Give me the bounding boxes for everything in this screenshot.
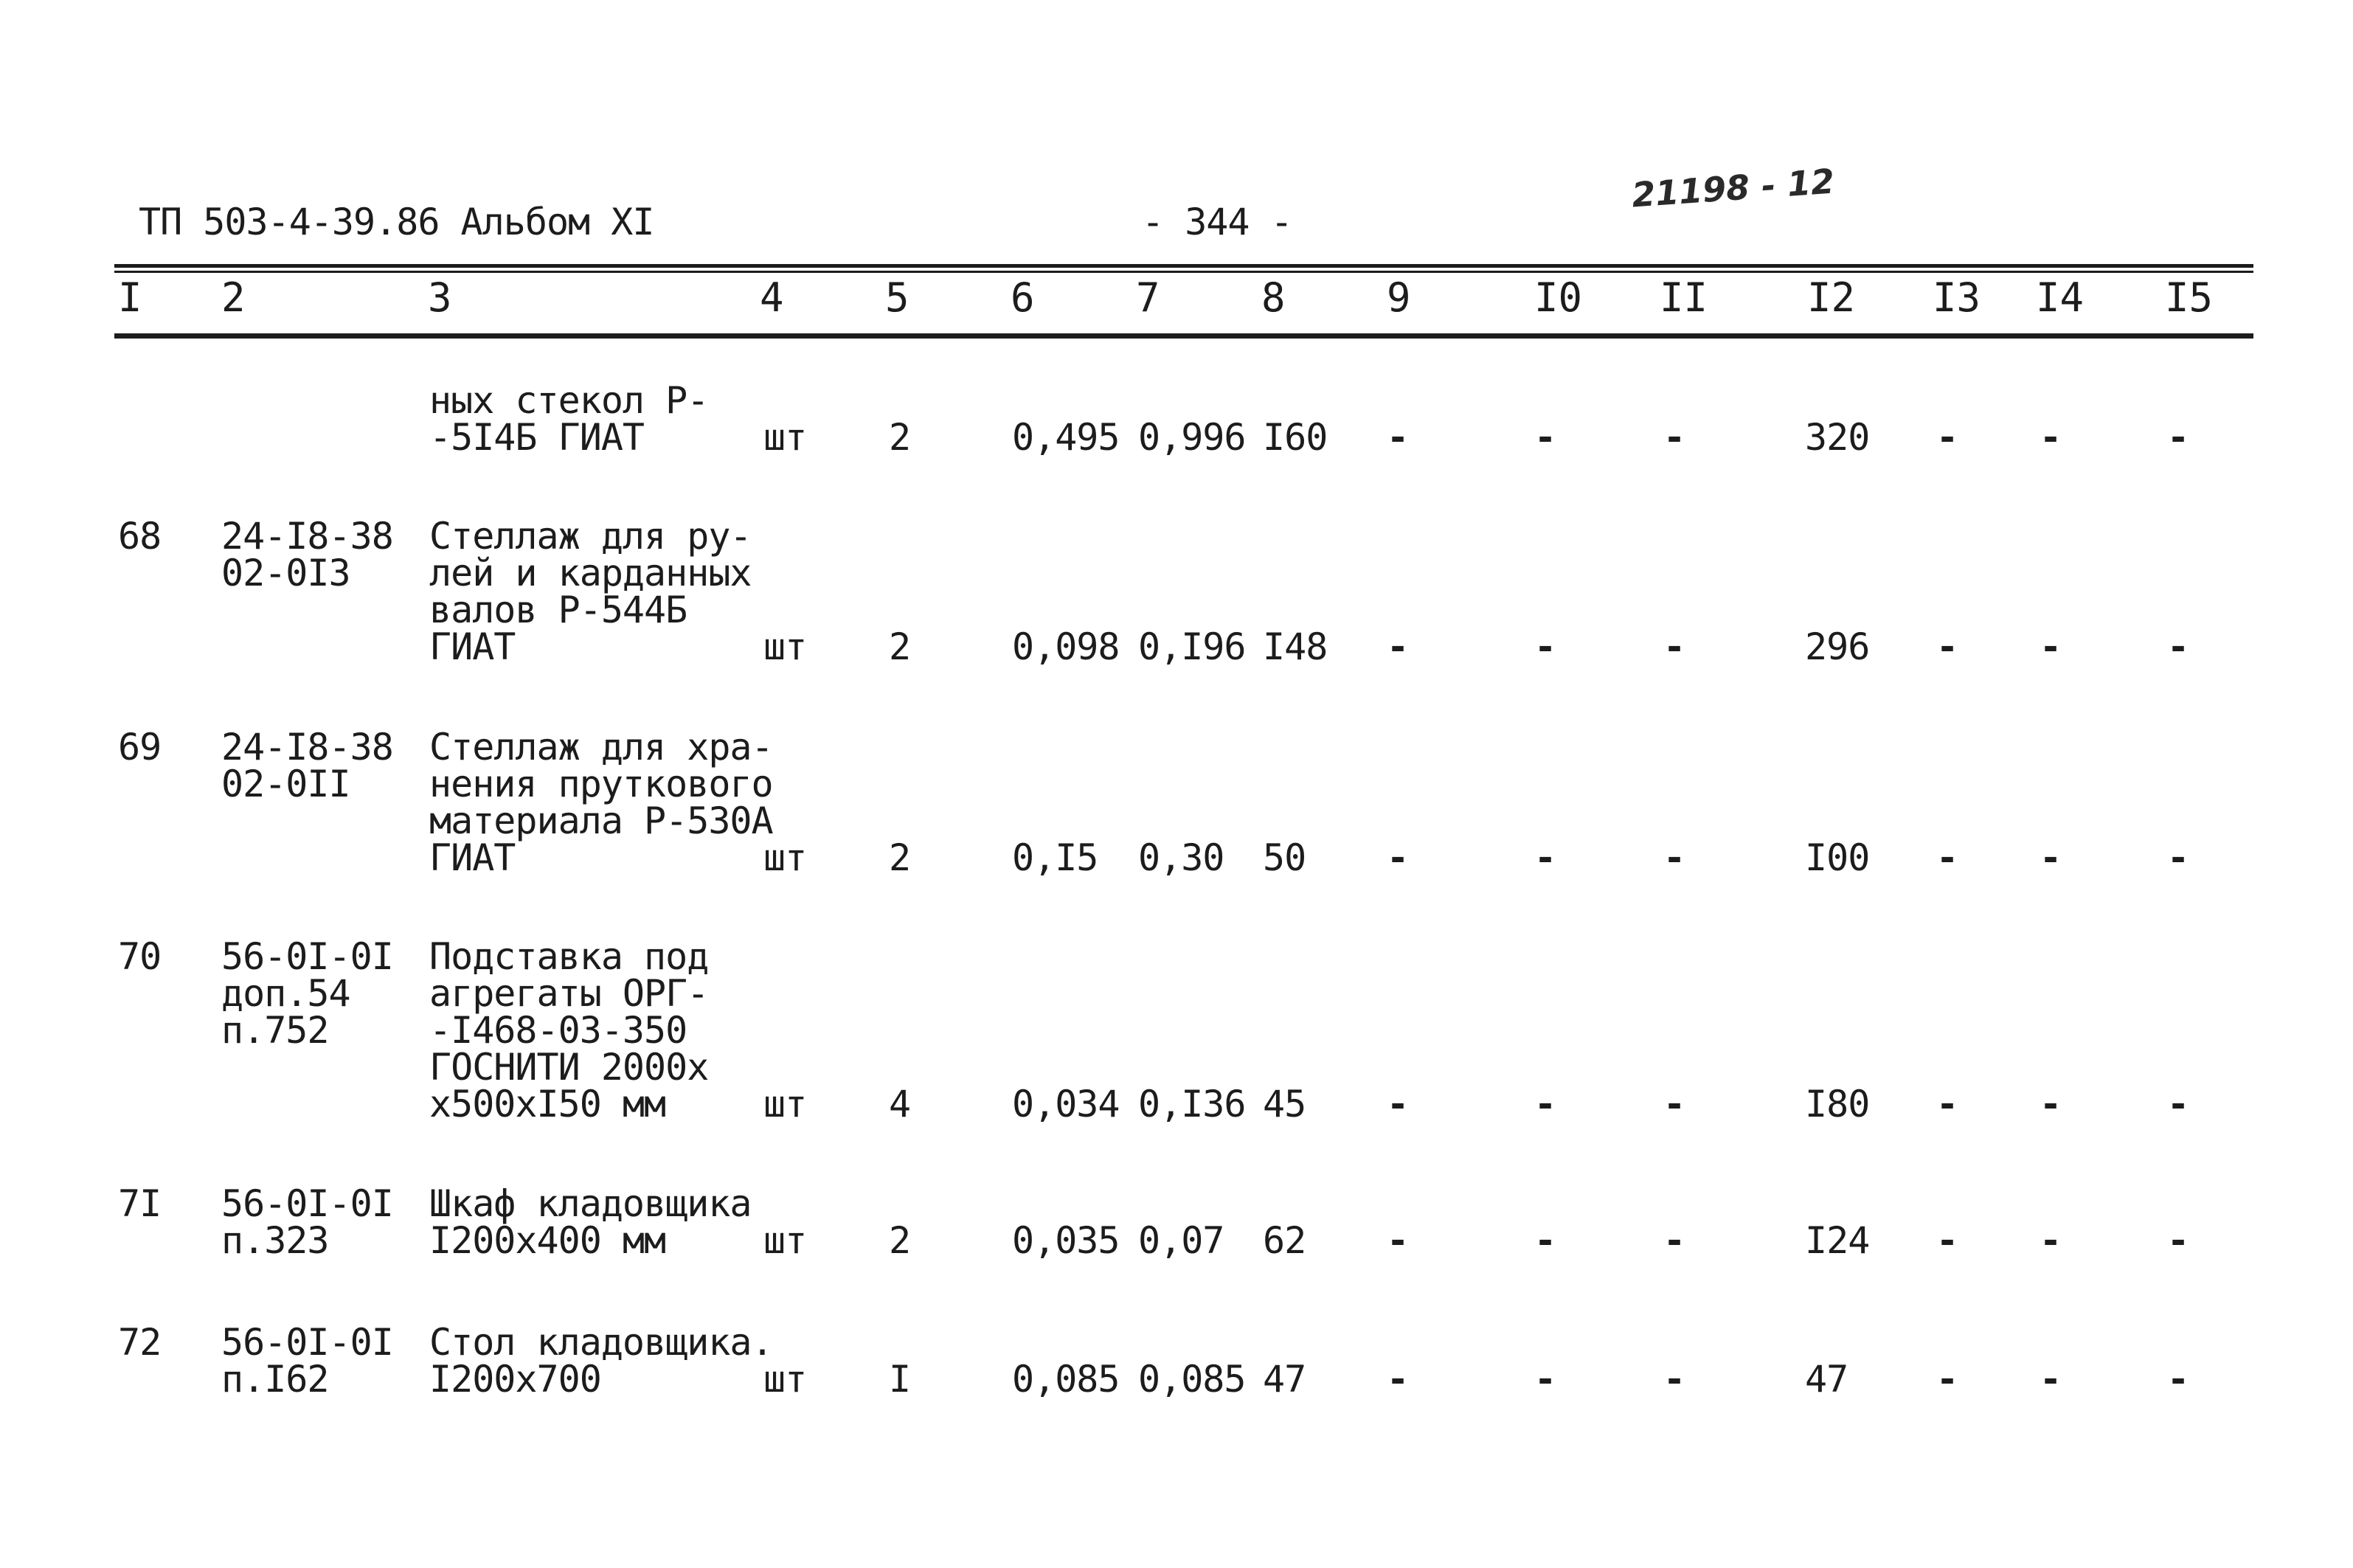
header-bottom-rule xyxy=(114,333,2253,339)
column-number: 7 xyxy=(1136,274,1160,321)
col8-value: 50 xyxy=(1263,836,1306,879)
col12-value: 320 xyxy=(1805,416,1870,459)
col11-value: - xyxy=(1663,1083,1685,1125)
item-code xyxy=(221,726,393,805)
item-name-line: Подставка под xyxy=(429,935,709,978)
column-number: I2 xyxy=(1807,274,1856,321)
item-name xyxy=(429,726,773,879)
col6-value: 0,495 xyxy=(1012,416,1120,459)
column-number: 3 xyxy=(428,274,452,321)
item-name-line: нения пруткового xyxy=(429,763,773,805)
quantity-cell: I xyxy=(889,1358,911,1401)
column-number: I0 xyxy=(1534,274,1583,321)
column-number: I xyxy=(118,274,142,321)
col14-value: - xyxy=(2040,1358,2062,1401)
quantity-cell: 2 xyxy=(889,1219,911,1262)
item-name-line: х500хI50 мм xyxy=(429,1083,666,1125)
item-number: 69 xyxy=(118,726,162,769)
item-code-line: 56-0I-0I xyxy=(221,1182,393,1225)
item-name xyxy=(429,935,709,1125)
item-code-line: 24-I8-38 xyxy=(221,515,393,558)
item-code xyxy=(221,515,393,594)
top-double-rule-lower xyxy=(114,271,2253,273)
col11-value: - xyxy=(1663,1219,1685,1262)
col14-value: - xyxy=(2040,1219,2062,1262)
unit-cell: шт xyxy=(763,1083,807,1125)
col10-value: - xyxy=(1534,1219,1556,1262)
item-name-line: ГИАТ xyxy=(429,836,516,879)
col15-value: - xyxy=(2167,1083,2189,1125)
col9-value: - xyxy=(1387,625,1409,668)
col13-value: - xyxy=(1936,625,1958,668)
col14-value: - xyxy=(2040,1083,2062,1125)
column-number: 2 xyxy=(221,274,246,321)
item-name-line: валов Р-544Б xyxy=(429,589,687,631)
item-name-line: ных стекол Р- xyxy=(429,379,709,422)
item-number: 68 xyxy=(118,515,162,558)
col15-value: - xyxy=(2167,416,2189,459)
col14-value: - xyxy=(2040,416,2062,459)
item-name xyxy=(429,379,709,459)
col15-value: - xyxy=(2167,1219,2189,1262)
col12-value: I24 xyxy=(1805,1219,1870,1262)
col12-value: I00 xyxy=(1805,836,1870,879)
item-name-line: Шкаф кладовщика xyxy=(429,1182,752,1225)
quantity-cell: 2 xyxy=(889,836,911,879)
col11-value: - xyxy=(1663,416,1685,459)
item-name xyxy=(429,1182,752,1262)
col6-value: 0,035 xyxy=(1012,1219,1120,1262)
item-code-line: 02-0I3 xyxy=(221,552,350,594)
item-name-line: I200х700 xyxy=(429,1358,601,1401)
col8-value: 47 xyxy=(1263,1358,1306,1401)
col14-value: - xyxy=(2040,625,2062,668)
col12-value: 47 xyxy=(1805,1358,1848,1401)
item-name-line: Стеллаж для ру- xyxy=(429,515,752,558)
col7-value: 0,I36 xyxy=(1138,1083,1246,1125)
col9-value: - xyxy=(1387,416,1409,459)
col13-value: - xyxy=(1936,1083,1958,1125)
item-code xyxy=(221,1321,393,1401)
item-code-line: 56-0I-0I xyxy=(221,1321,393,1364)
col15-value: - xyxy=(2167,625,2189,668)
col9-value: - xyxy=(1387,1083,1409,1125)
top-double-rule-upper xyxy=(114,264,2253,268)
item-code xyxy=(221,1182,393,1262)
col11-value: - xyxy=(1663,1358,1685,1401)
item-name xyxy=(429,515,752,668)
unit-cell: шт xyxy=(763,625,807,668)
unit-cell: шт xyxy=(763,416,807,459)
col9-value: - xyxy=(1387,1219,1409,1262)
item-code-line: 24-I8-38 xyxy=(221,726,393,769)
col11-value: - xyxy=(1663,836,1685,879)
col11-value: - xyxy=(1663,625,1685,668)
item-name-line: I200х400 мм xyxy=(429,1219,666,1262)
col6-value: 0,I5 xyxy=(1012,836,1098,879)
item-code-line: п.I62 xyxy=(221,1358,329,1401)
quantity-cell: 2 xyxy=(889,625,911,668)
col7-value: 0,996 xyxy=(1138,416,1246,459)
col15-value: - xyxy=(2167,1358,2189,1401)
item-code-line: п.752 xyxy=(221,1009,329,1052)
column-number: I5 xyxy=(2165,274,2214,321)
col13-value: - xyxy=(1936,1358,1958,1401)
quantity-cell: 2 xyxy=(889,416,911,459)
col8-value: 62 xyxy=(1263,1219,1306,1262)
col7-value: 0,085 xyxy=(1138,1358,1246,1401)
col10-value: - xyxy=(1534,416,1556,459)
item-name-line: Стеллаж для хра- xyxy=(429,726,773,769)
item-code-line: п.323 xyxy=(221,1219,329,1262)
item-name-line: материала Р-530А xyxy=(429,799,773,842)
column-number: 8 xyxy=(1261,274,1286,321)
col10-value: - xyxy=(1534,836,1556,879)
column-number: 4 xyxy=(760,274,784,321)
col14-value: - xyxy=(2040,836,2062,879)
unit-cell: шт xyxy=(763,836,807,879)
col12-value: 296 xyxy=(1805,625,1870,668)
col13-value: - xyxy=(1936,1219,1958,1262)
col8-value: I60 xyxy=(1263,416,1328,459)
item-name xyxy=(429,1321,773,1401)
item-name-line: Стол кладовщика. xyxy=(429,1321,773,1364)
item-name-line: лей и карданных xyxy=(429,552,752,594)
col10-value: - xyxy=(1534,1358,1556,1401)
page-number: - 344 - xyxy=(1142,201,1292,243)
unit-cell: шт xyxy=(763,1219,807,1262)
col7-value: 0,I96 xyxy=(1138,625,1246,668)
item-code-line: 02-0II xyxy=(221,763,350,805)
quantity-cell: 4 xyxy=(889,1083,911,1125)
item-code-line: доп.54 xyxy=(221,972,350,1015)
col8-value: I48 xyxy=(1263,625,1328,668)
col9-value: - xyxy=(1387,1358,1409,1401)
column-number: 5 xyxy=(885,274,909,321)
col12-value: I80 xyxy=(1805,1083,1870,1125)
column-number: I3 xyxy=(1933,274,1981,321)
col6-value: 0,034 xyxy=(1012,1083,1120,1125)
item-code xyxy=(221,935,393,1052)
col8-value: 45 xyxy=(1263,1083,1306,1125)
col9-value: - xyxy=(1387,836,1409,879)
col13-value: - xyxy=(1936,416,1958,459)
unit-cell: шт xyxy=(763,1358,807,1401)
col10-value: - xyxy=(1534,1083,1556,1125)
column-number: II xyxy=(1660,274,1708,321)
col7-value: 0,30 xyxy=(1138,836,1224,879)
item-name-line: ГИАТ xyxy=(429,625,516,668)
item-number: 7I xyxy=(118,1182,162,1225)
item-name-line: агрегаты ОРГ- xyxy=(429,972,709,1015)
handwritten-note: 21198 - 12 xyxy=(1630,161,1836,215)
item-name-line: ГОСНИТИ 2000х xyxy=(429,1046,709,1089)
col15-value: - xyxy=(2167,836,2189,879)
document-reference: ТП 503-4-39.86 Альбом XI xyxy=(139,201,654,243)
col13-value: - xyxy=(1936,836,1958,879)
col6-value: 0,085 xyxy=(1012,1358,1120,1401)
column-number: 6 xyxy=(1011,274,1035,321)
item-code-line: 56-0I-0I xyxy=(221,935,393,978)
col7-value: 0,07 xyxy=(1138,1219,1224,1262)
col10-value: - xyxy=(1534,625,1556,668)
item-name-line: -5I4Б ГИАТ xyxy=(429,416,645,459)
item-number: 72 xyxy=(118,1321,162,1364)
column-number: I4 xyxy=(2036,274,2085,321)
column-number: 9 xyxy=(1387,274,1411,321)
item-number: 70 xyxy=(118,935,162,978)
item-name-line: -I468-03-350 xyxy=(429,1009,687,1052)
col6-value: 0,098 xyxy=(1012,625,1120,668)
